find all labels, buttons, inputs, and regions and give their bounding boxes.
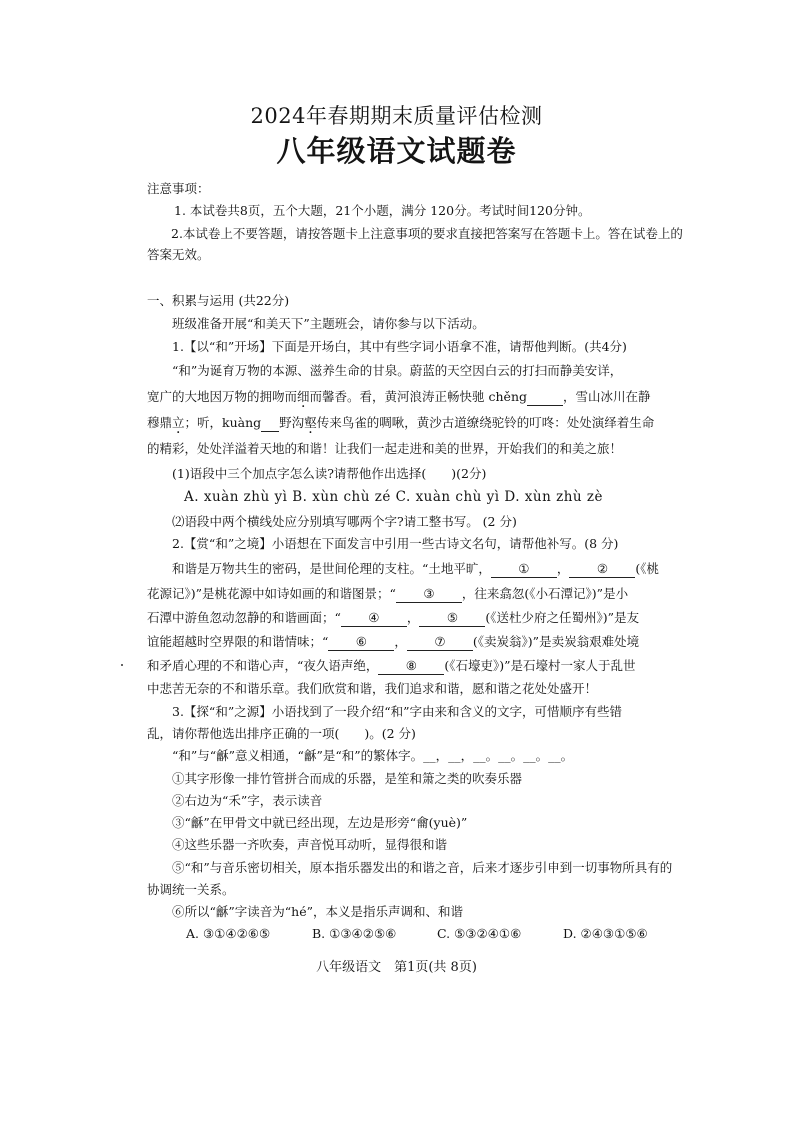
q1-sub-question-1: (1)语段中三个加点字怎么读?请帮他作出选择( )(2分) <box>172 466 487 481</box>
dotted-char: 壑 <box>304 415 317 430</box>
q1-passage-line: 穆鼎立；听，kuàng 野沟壑传来鸟雀的啁啾，黄沙古道缭绕驼铃的叮咚：处处演绎着生命 <box>147 415 655 430</box>
notice-heading: 注意事项： <box>147 181 210 196</box>
blank-1: ① <box>491 561 557 578</box>
q2-passage-line: 和谐是万物共生的密码，是世间伦理的支柱。“土地平旷， ① ， ② (《桃 <box>172 561 660 576</box>
question-3-stem-cont: 乱，请你帮他选出排序正确的一项( )。(2 分) <box>147 726 416 741</box>
q2-passage-line: 花源记》)”是桃花源中如诗如画的和谐图景；“ ③ ，往来翕忽(《小石潭记》)”是小 <box>147 586 629 601</box>
q3-sentence: ⑤“和”与音乐密切相关，原本指乐器发出的和谐之音，后来才逐步引申到一切事物所具有的 <box>172 860 673 875</box>
q1-passage-line: 的精彩，处处洋溢着天地的和谐！让我们一起走进和美的世界，开始我们的和美之旅！ <box>147 441 623 456</box>
question-3-stem: 3.【探“和”之源】小语找到了一段介绍“和”字由来和含义的文字，可惜顺序有些错 <box>172 704 622 719</box>
q3-lead-sentence: “和”与“龢”意义相通，“龢”是“和”的繁体字。__，__，__。__。__。__。 <box>172 748 574 763</box>
blank-3: ③ <box>396 586 462 603</box>
scan-speck <box>121 664 123 666</box>
blank-8: ⑧ <box>378 658 444 675</box>
blank-2: ② <box>569 561 635 578</box>
fill-blank <box>527 389 563 406</box>
q1-passage-line: “和”为诞育万物的本源、滋养生命的甘泉。蔚蓝的天空因白云的打扫而静美安详， <box>172 363 623 378</box>
dotted-char: 立 <box>172 415 185 430</box>
q3-option-b: B. ①③④②⑤⑥ <box>312 926 397 941</box>
page-footer: 八年级语文 第1页(共 8页) <box>316 960 477 975</box>
q3-option-a: A. ③①④②⑥⑤ <box>186 926 271 941</box>
q3-sentence-cont: 协调统一关系。 <box>147 882 235 897</box>
exam-title-subject: 八年级语文试题卷 <box>276 134 517 168</box>
section-intro: 班级准备开展“和美天下”主题班会，请你参与以下活动。 <box>172 316 485 331</box>
q2-passage-line: 和矛盾心理的不和谐心声，“夜久语声绝， ⑧ (《石壕吏》)”是石壕村一家人于乱世 <box>147 658 636 673</box>
notice-item-2: 2.本试卷上不要答题，请按答题卡上注意事项的要求直接把答案写在答题卡上。答在试卷上的 <box>171 226 683 241</box>
q3-sentence: ①其字形像一排竹管拼合而成的乐器，是笙和箫之类的吹奏乐器 <box>172 771 523 786</box>
q3-option-d: D. ②④③①⑤⑥ <box>563 926 648 941</box>
blank-6: ⑥ <box>328 634 394 651</box>
q3-sentence: ②右边为“禾”字，表示读音 <box>172 793 323 808</box>
q2-passage-line: 石潭中游鱼忽动忽静的和谐画面；“ ④ ， ⑤ (《送杜少府之任蜀州》)”是友 <box>147 610 640 625</box>
q3-sentence: ⑥所以“龢”字读音为“hé”，本义是指乐声调和、和谐 <box>172 904 464 919</box>
q2-passage-line: 谊能超越时空界限的和谐情味；“ ⑥ ， ⑦ (《卖炭翁》)”是卖炭翁艰难处境 <box>147 634 640 649</box>
exam-title-term: 2024年春期期末质量评估检测 <box>250 104 543 128</box>
q3-sentence: ④这些乐器一齐吹奏，声音悦耳动听，显得很和谐 <box>172 837 448 852</box>
q3-sentence: ③“龢”在甲骨文中就已经出现，左边是形旁“龠(yuè)” <box>172 815 468 830</box>
blank-5: ⑤ <box>419 610 485 627</box>
fill-blank <box>261 415 279 432</box>
notice-item-1: 1. 本试卷共8页，五个大题，21个小题，满分 120分。考试时间120分钟。 <box>174 203 591 218</box>
dotted-char: 细 <box>297 389 310 404</box>
q1-sub-question-2: ⑵语段中两个横线处应分别填写哪两个字?请工整书写。 (2 分) <box>172 514 517 529</box>
notice-item-2-cont: 答案无效。 <box>147 247 210 262</box>
question-2-stem: 2.【赏“和”之境】小语想在下面发言中引用一些古诗文名句，请帮他补写。(8 分) <box>172 536 619 551</box>
blank-4: ④ <box>341 610 407 627</box>
q3-option-c: C. ⑤③②④①⑥ <box>437 926 522 941</box>
section-heading: 一、积累与运用 (共22分) <box>147 293 290 308</box>
question-1-stem: 1.【以“和”开场】下面是开场白，其中有些字词小语拿不准，请帮他判断。(共4分) <box>172 339 627 354</box>
q2-passage-line: 中悲苦无奈的不和谐乐章。我们欣赏和谐，我们追求和谐，愿和谐之花处处盛开！ <box>147 681 598 696</box>
q1-passage-line: 宽广的大地因万物的拥吻而细而馨香。看，黄河浪涛正畅快驰 chěng ，雪山冰川在静 <box>147 389 651 404</box>
q1-options: A. xuàn zhù yì B. xùn chù zé C. xuàn chù yì D. xùn zhù zè <box>184 489 603 505</box>
blank-7: ⑦ <box>407 634 473 651</box>
